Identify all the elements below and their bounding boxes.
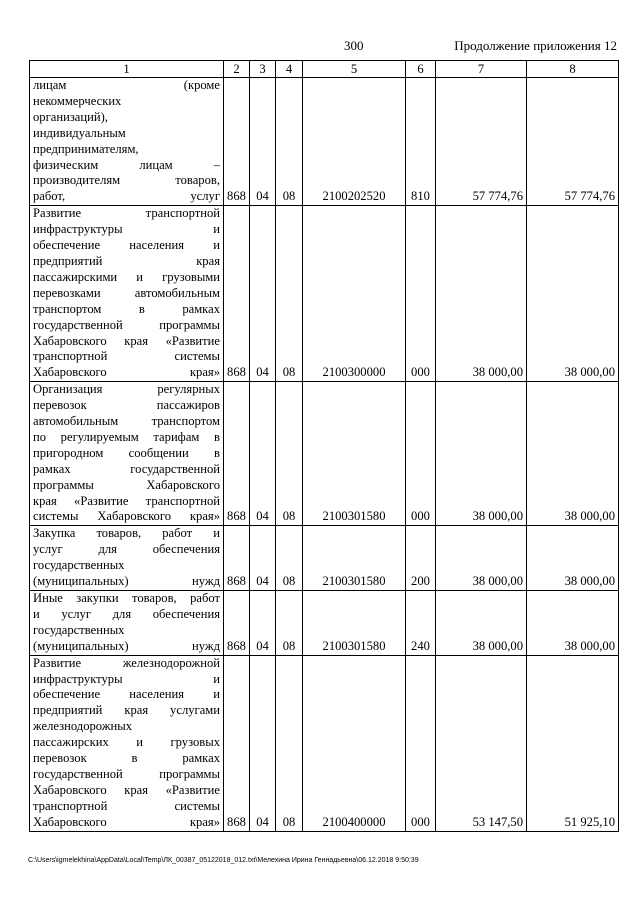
column-header: 3: [250, 61, 276, 78]
amount-approved-cell: 38 000,00: [436, 526, 527, 591]
row-name-line: государственных: [33, 622, 125, 637]
row-name-line: края «Развитие транспортной: [33, 493, 220, 508]
row-name-line: Развитие транспортной: [33, 206, 220, 221]
row-name-line: пассажирскими и грузовыми: [33, 269, 220, 284]
table-header-row: [30, 61, 619, 78]
section-code-cell: 04: [250, 655, 276, 831]
row-name-cell: [30, 382, 224, 526]
target-article-cell: 2100202520: [303, 78, 406, 206]
table-row: [30, 206, 619, 382]
admin-code-cell: 868: [224, 526, 250, 591]
row-name-line: автомобильным транспортом: [33, 414, 220, 429]
column-header: 1: [30, 61, 224, 78]
subsection-code-cell: 08: [276, 206, 303, 382]
budget-table: [29, 60, 619, 832]
expense-type-cell: 000: [406, 382, 436, 526]
row-name-line: предприятий края услугами: [33, 703, 220, 718]
expense-type-cell: 200: [406, 526, 436, 591]
subsection-code-cell: 08: [276, 382, 303, 526]
subsection-code-cell: 08: [276, 591, 303, 656]
amount-approved-cell: 38 000,00: [436, 591, 527, 656]
row-name-line: пригородном сообщении в: [33, 445, 220, 460]
row-name-line: Иные закупки товаров, работ: [33, 591, 220, 605]
row-name-line: Хабаровского края»: [33, 365, 220, 380]
column-header: 5: [303, 61, 406, 78]
table-row: [30, 382, 619, 526]
row-name-line: транспортной системы: [33, 349, 220, 364]
amount-executed-cell: 38 000,00: [527, 382, 619, 526]
amount-approved-cell: 38 000,00: [436, 206, 527, 382]
amount-approved-cell: 53 147,50: [436, 655, 527, 831]
column-header: 8: [527, 61, 619, 78]
file-path-footer: C:\Users\igmelekhina\AppData\Local\Temp\ЛК_00387_05122018_012.txt\Мелехина Ирина Геннадьевна\06.12.2018 9:50:39: [28, 857, 419, 864]
row-name-line: и услуг для обеспечения: [33, 606, 220, 621]
section-code-cell: 04: [250, 382, 276, 526]
row-name-line: Хабаровского края «Развитие: [33, 782, 220, 797]
target-article-cell: 2100301580: [303, 382, 406, 526]
row-name-line: Организация регулярных: [33, 382, 220, 397]
row-name-line: Хабаровского края «Развитие: [33, 333, 220, 348]
appendix-caption: Продолжение приложения 12: [454, 38, 617, 53]
expense-type-cell: 240: [406, 591, 436, 656]
row-name-line: перевозок пассажиров: [33, 398, 220, 413]
row-name-line: государственных: [33, 558, 125, 573]
row-name-cell: [30, 591, 224, 656]
admin-code-cell: 868: [224, 655, 250, 831]
row-name-line: пассажирских и грузовых: [33, 735, 220, 750]
row-name-line: государственной программы: [33, 317, 220, 332]
row-name-line: (муниципальных) нужд: [33, 638, 220, 653]
target-article-cell: 2100400000: [303, 655, 406, 831]
section-code-cell: 04: [250, 206, 276, 382]
row-name-line: перевозок в рамках: [33, 751, 220, 766]
row-name-line: индивидуальным: [33, 125, 126, 140]
row-name-cell: [30, 655, 224, 831]
row-name-line: по регулируемым тарифам в: [33, 429, 220, 444]
row-name-line: производителям товаров,: [33, 173, 220, 188]
section-code-cell: 04: [250, 78, 276, 206]
amount-executed-cell: 57 774,76: [527, 78, 619, 206]
section-code-cell: 04: [250, 526, 276, 591]
row-name-line: услуг для обеспечения: [33, 542, 220, 557]
row-name-line: предприятий края: [33, 253, 220, 268]
target-article-cell: 2100300000: [303, 206, 406, 382]
amount-executed-cell: 38 000,00: [527, 591, 619, 656]
expense-type-cell: 000: [406, 655, 436, 831]
table-row: [30, 526, 619, 591]
column-header: 2: [224, 61, 250, 78]
row-name-line: Развитие железнодорожной: [33, 655, 220, 670]
row-name-line: лицам (кроме: [33, 78, 220, 92]
admin-code-cell: 868: [224, 78, 250, 206]
expense-type-cell: 810: [406, 78, 436, 206]
target-article-cell: 2100301580: [303, 591, 406, 656]
admin-code-cell: 868: [224, 206, 250, 382]
row-name-line: перевозками автомобильным: [33, 285, 220, 300]
admin-code-cell: 868: [224, 382, 250, 526]
row-name-line: Хабаровского края»: [33, 814, 220, 829]
row-name-line: транспортом в рамках: [33, 301, 220, 316]
column-header: 6: [406, 61, 436, 78]
table-body: [30, 78, 619, 832]
section-code-cell: 04: [250, 591, 276, 656]
row-name-line: системы Хабаровского края»: [33, 509, 220, 524]
row-name-line: государственной программы: [33, 766, 220, 781]
subsection-code-cell: 08: [276, 655, 303, 831]
row-name-cell: [30, 526, 224, 591]
amount-executed-cell: 38 000,00: [527, 526, 619, 591]
subsection-code-cell: 08: [276, 526, 303, 591]
row-name-line: организаций),: [33, 109, 108, 124]
row-name-line: работ, услуг: [33, 189, 220, 204]
admin-code-cell: 868: [224, 591, 250, 656]
row-name-line: инфраструктуры и: [33, 671, 220, 686]
row-name-line: некоммерческих: [33, 93, 122, 108]
expense-type-cell: 000: [406, 206, 436, 382]
row-name-line: предпринимателям,: [33, 141, 139, 156]
row-name-line: обеспечение населения и: [33, 238, 220, 253]
table-row: [30, 591, 619, 656]
row-name-cell: [30, 206, 224, 382]
page-number: 300: [344, 38, 364, 53]
amount-executed-cell: 51 925,10: [527, 655, 619, 831]
row-name-line: программы Хабаровского: [33, 477, 220, 492]
column-header: 7: [436, 61, 527, 78]
row-name-line: инфраструктуры и: [33, 222, 220, 237]
table-row: [30, 78, 619, 206]
target-article-cell: 2100301580: [303, 526, 406, 591]
amount-approved-cell: 57 774,76: [436, 78, 527, 206]
subsection-code-cell: 08: [276, 78, 303, 206]
column-header: 4: [276, 61, 303, 78]
row-name-line: рамках государственной: [33, 461, 220, 476]
table-row: [30, 655, 619, 831]
row-name-line: транспортной системы: [33, 798, 220, 813]
row-name-line: Закупка товаров, работ и: [33, 526, 220, 541]
amount-approved-cell: 38 000,00: [436, 382, 527, 526]
row-name-line: физическим лицам –: [33, 157, 220, 172]
row-name-line: (муниципальных) нужд: [33, 574, 220, 589]
row-name-line: железнодорожных: [33, 719, 132, 734]
row-name-cell: [30, 78, 224, 206]
row-name-line: обеспечение населения и: [33, 687, 220, 702]
amount-executed-cell: 38 000,00: [527, 206, 619, 382]
